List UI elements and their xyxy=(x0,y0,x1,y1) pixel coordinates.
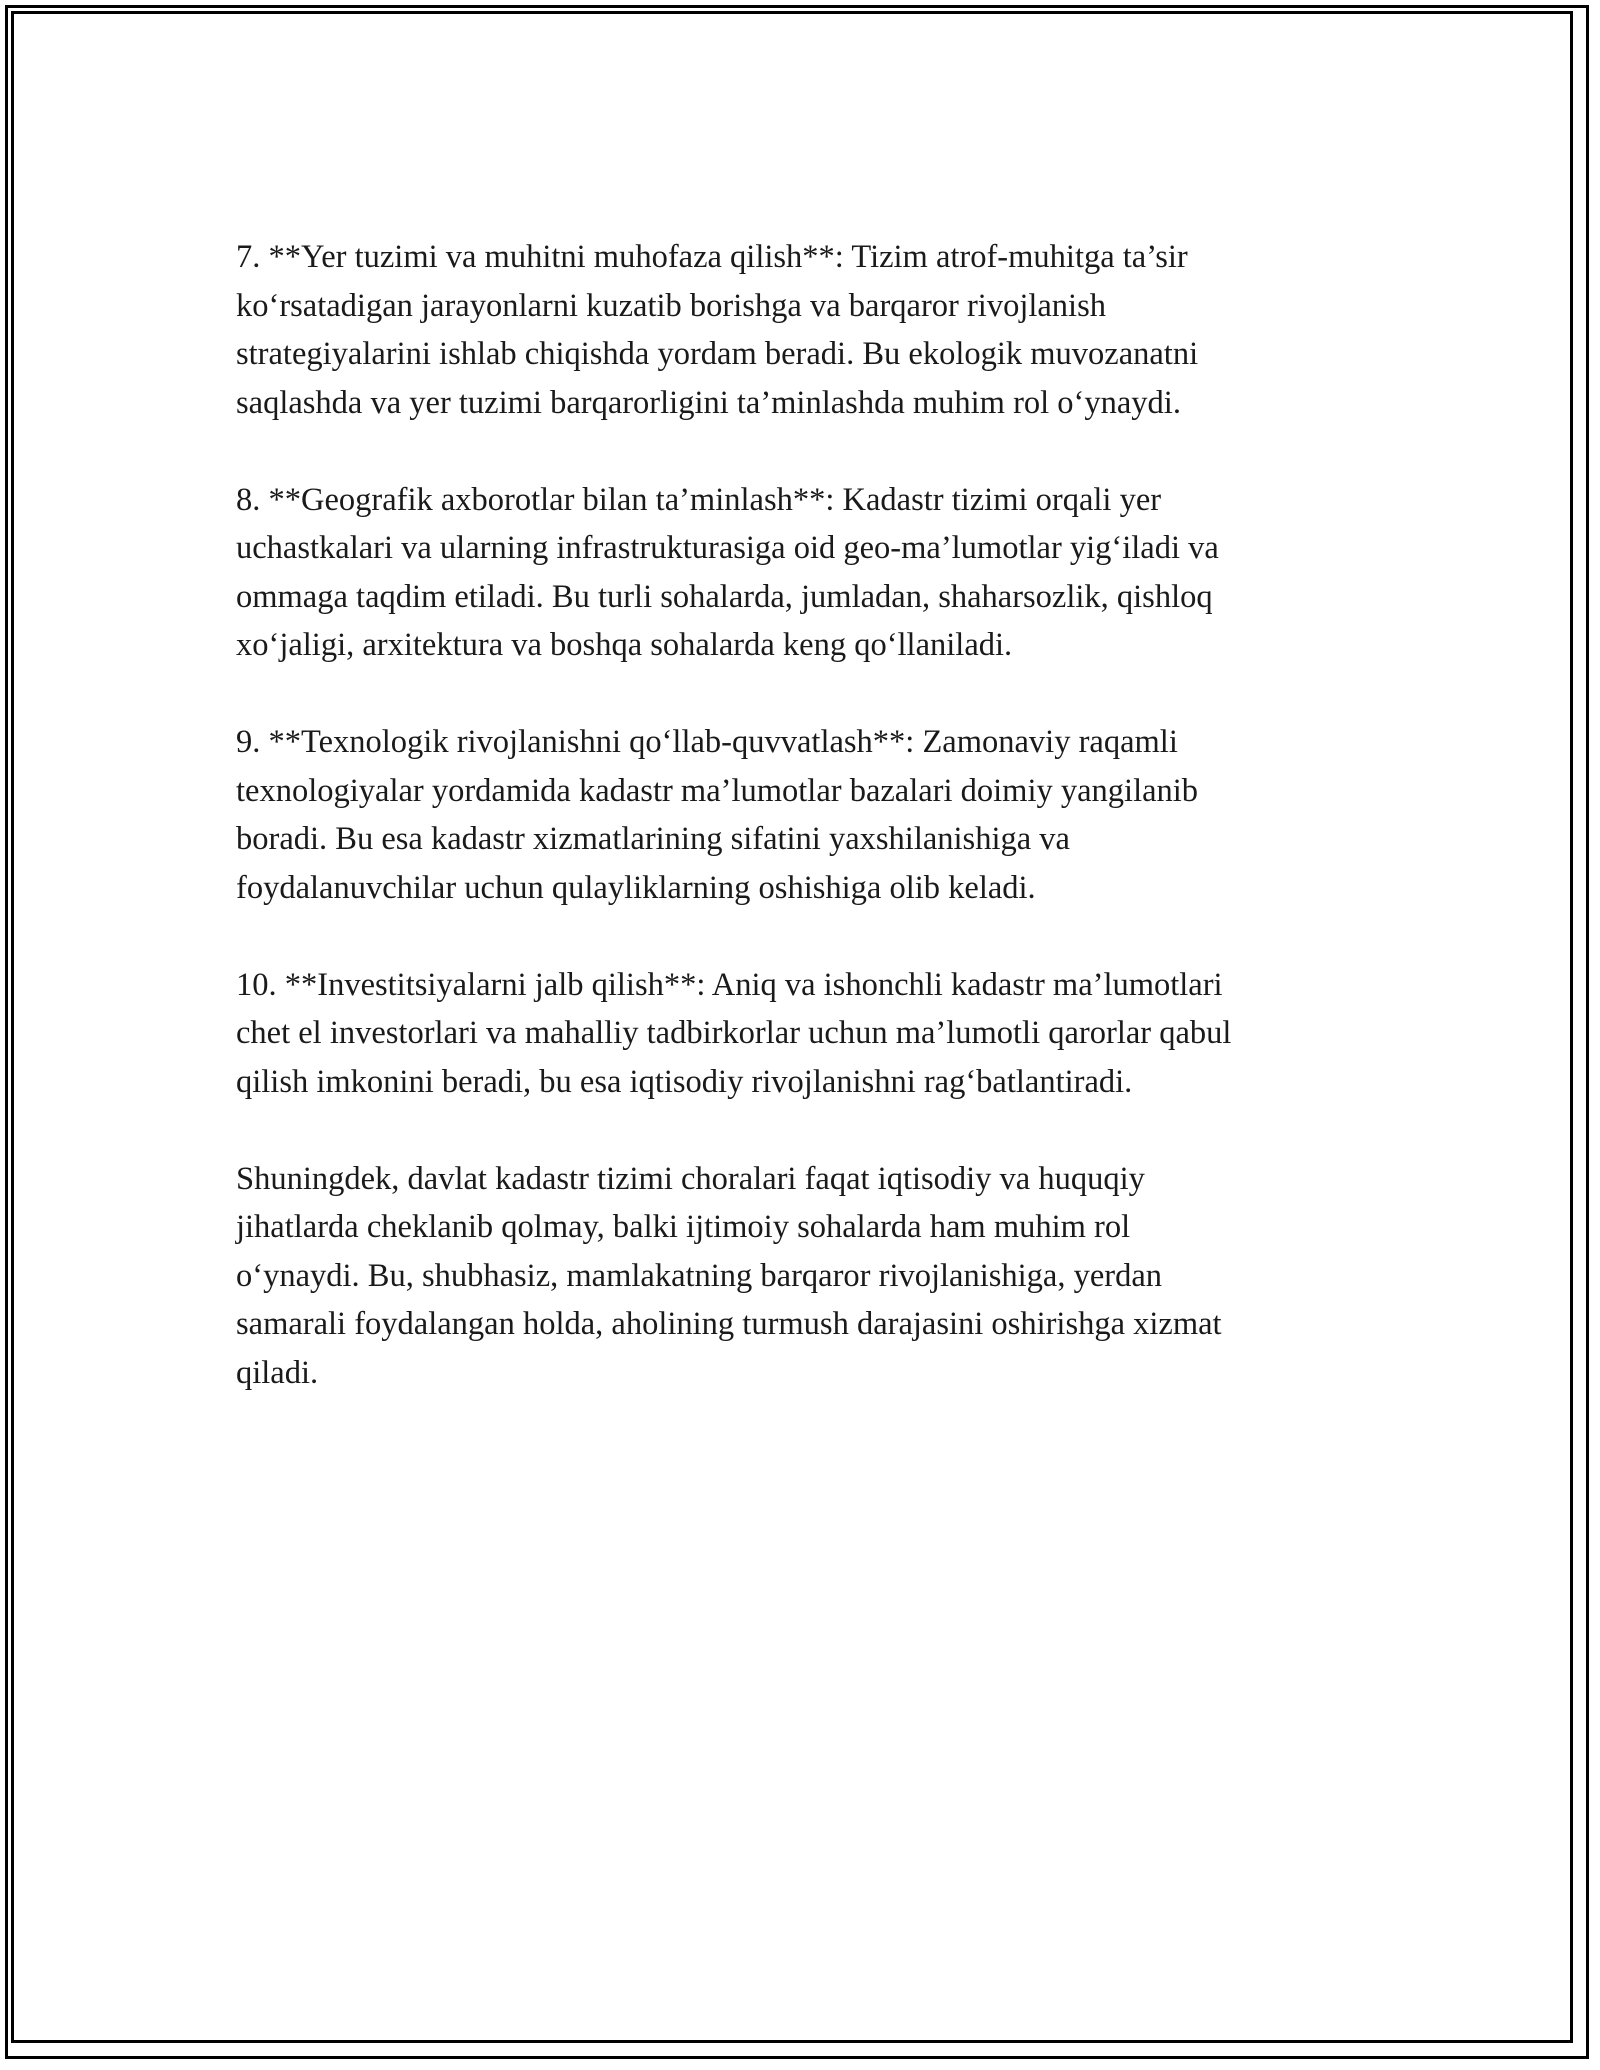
paragraph-item-9: 9. **Texnologik rivojlanishni qo‘llab-quvvatlash**: Zamonaviy raqamli texnologiyalar yordamida kadastr ma’lumotlar bazalari doimiy yangilanib boradi. Bu esa kadastr xizmatlarining sifatini yaxshilanishiga va foydalanuvchilar uchun qulayliklarning oshishiga olib keladi. xyxy=(236,724,1199,906)
document-body xyxy=(236,233,1386,1446)
paragraph-item-10: 10. **Investitsiyalarni jalb qilish**: Aniq va ishonchli kadastr ma’lumotlari chet el investorlari va mahalliy tadbirkorlar uchun ma’lumotli qarorlar qabul qilish imkonini beradi, bu esa iqtisodiy rivojlanishni rag‘batlantiradi. xyxy=(236,966,1232,1100)
paragraph-item-7: 7. **Yer tuzimi va muhitni muhofaza qilish**: Tizim atrof-muhitga ta’sir ko‘rsatadigan jarayonlarni kuzatib borishga va barqaror rivojlanish strategiyalarini ishlab chiqishda yordam beradi. Bu ekologik muvozanatni saqlashda va yer tuzimi barqarorligini ta’minlashda muhim rol o‘ynaydi. xyxy=(236,239,1199,421)
paragraph-item-8: 8. **Geografik axborotlar bilan ta’minlash**: Kadastr tizimi orqali yer uchastkalari va ularning infrastrukturasiga oid geo-ma’lumotlar yig‘iladi va ommaga taqdim etiladi. Bu turli sohalarda, jumladan, shaharsozlik, qishloq xo‘jaligi, arxitektura va boshqa sohalarda keng qo‘llaniladi. xyxy=(236,481,1219,663)
paragraph-conclusion: Shuningdek, davlat kadastr tizimi choralari faqat iqtisodiy va huquqiy jihatlarda cheklanib qolmay, balki ijtimoiy sohalarda ham muhim rol o‘ynaydi. Bu, shubhasiz, mamlakatning barqaror rivojlanishiga, yerdan samarali foydalangan holda, aholining turmush darajasini oshirishga xizmat qiladi. xyxy=(236,1160,1222,1391)
